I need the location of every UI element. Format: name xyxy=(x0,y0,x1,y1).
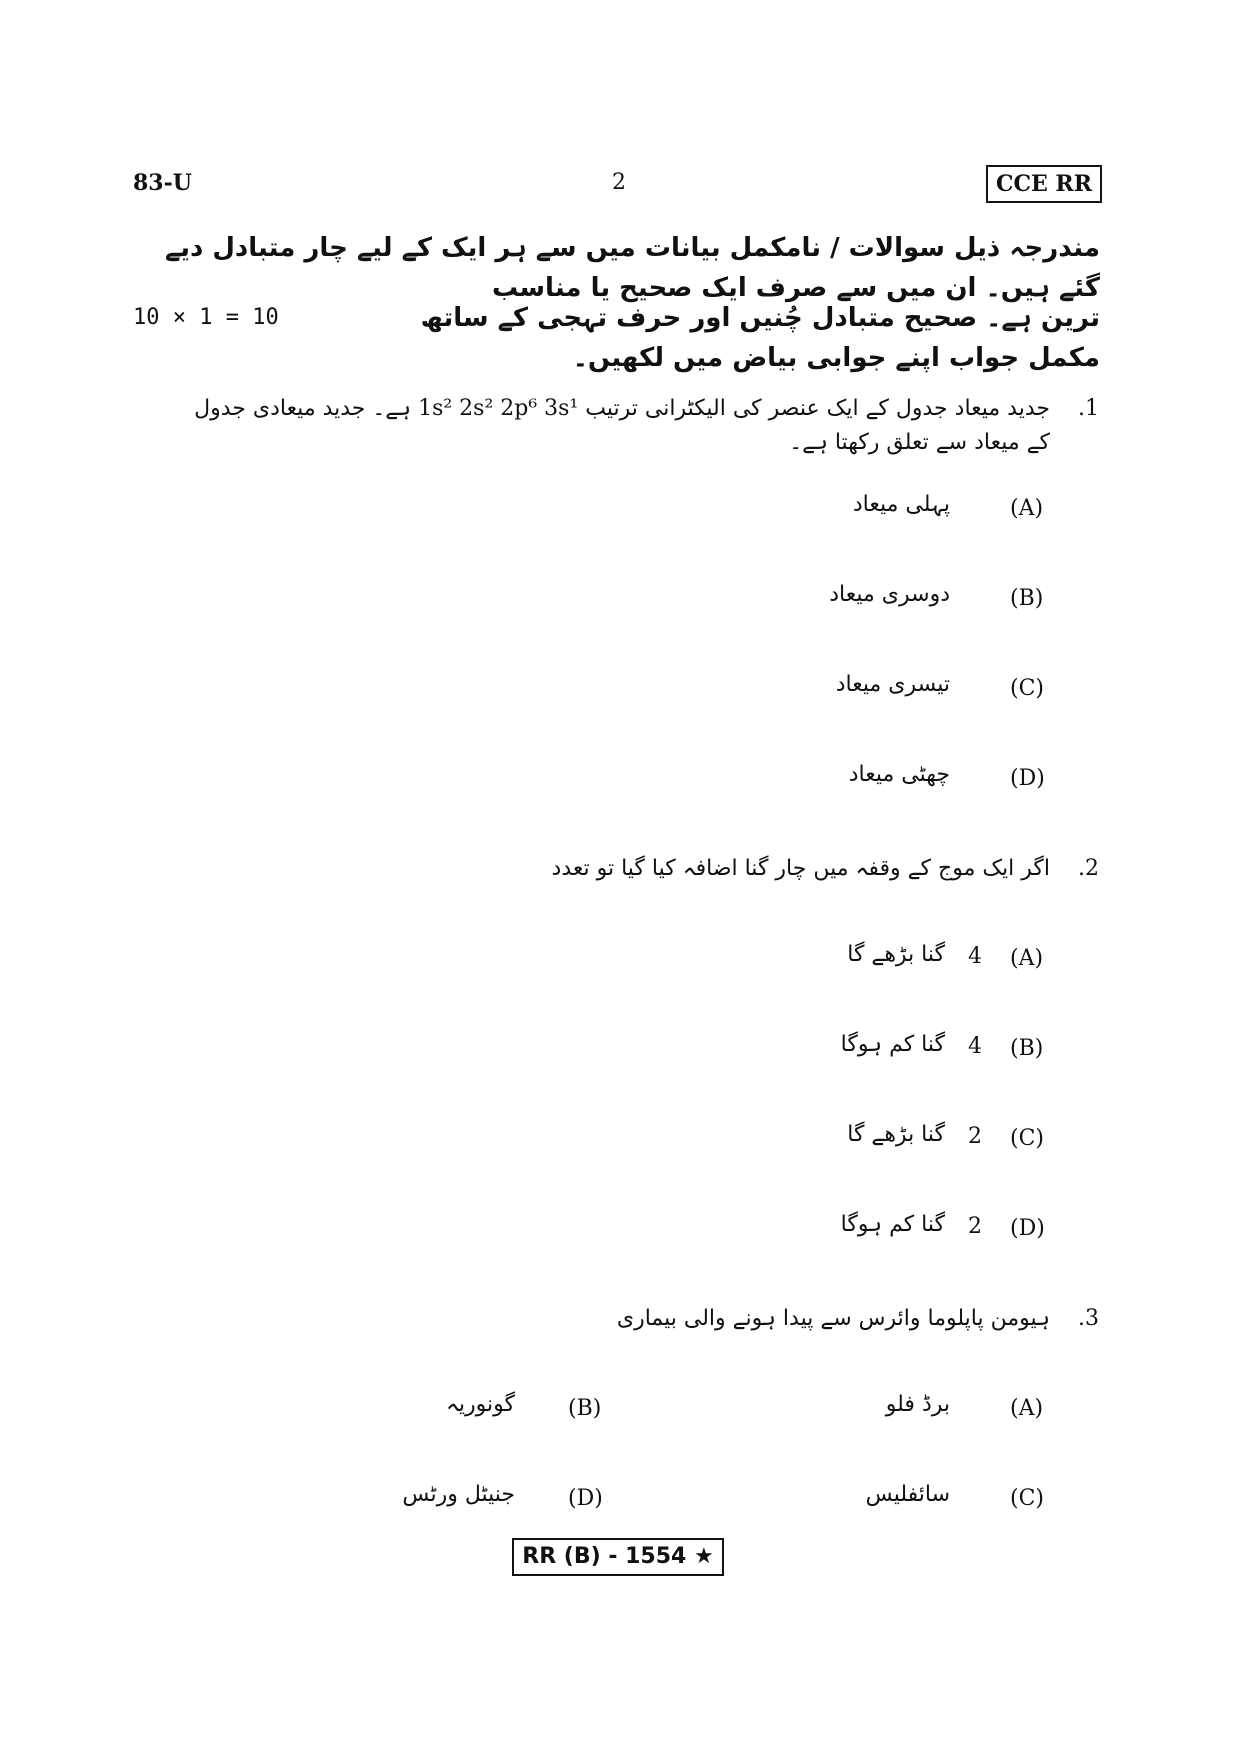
q3-option-b-text: گونوریہ xyxy=(446,1392,515,1417)
question-1-number: .1 xyxy=(1078,396,1099,421)
q3-option-c-letter: (C) xyxy=(1010,1486,1044,1511)
q2-option-d-letter: (D) xyxy=(1010,1216,1045,1241)
q2-option-b-letter: (B) xyxy=(1010,1036,1044,1061)
q1-option-c-text: تیسری میعاد xyxy=(835,672,950,697)
q1-option-b-letter: (B) xyxy=(1010,586,1044,611)
question-3-text: ہیومن پاپلوما وائرس سے پیدا ہونے والی بیماری xyxy=(616,1306,1050,1331)
q2-option-a-text: گنا بڑھے گا xyxy=(847,942,945,967)
question-1-text-after: ہے۔ جدید میعادی جدول کے میعاد سے تعلق رکھتا ہے۔ xyxy=(194,396,1050,455)
q2-option-d-number: 2 xyxy=(968,1214,982,1239)
question-1-text xyxy=(190,392,1050,460)
exam-box-label: CCE RR xyxy=(986,165,1102,203)
instructions-line-1: مندرجہ ذیل سوالات / نامکمل بیانات میں سے ہر ایک کے لیے چار متبادل دیے گئے ہیں۔ ان میں سے صرف ایک صحیح یا مناسب xyxy=(164,233,1100,303)
paper-code: 83-U xyxy=(133,170,192,196)
q3-option-a-letter: (A) xyxy=(1010,1396,1044,1421)
question-3-number: .3 xyxy=(1078,1306,1099,1331)
q1-option-c-letter: (C) xyxy=(1010,676,1044,701)
page-number: 2 xyxy=(612,170,626,195)
q2-option-d-text: گنا کم ہوگا xyxy=(840,1212,945,1237)
q3-option-d-text: جنیٹل ورٹس xyxy=(402,1482,515,1507)
q2-option-c-text: گنا بڑھے گا xyxy=(847,1122,945,1147)
q3-option-c-text: سائفلیس xyxy=(865,1482,950,1507)
q3-option-d-letter: (D) xyxy=(568,1486,603,1511)
marks-allocation: 10 × 1 = 10 xyxy=(133,305,279,330)
q1-option-d-letter: (D) xyxy=(1010,766,1045,791)
q2-option-a-number: 4 xyxy=(968,944,982,969)
q2-option-c-letter: (C) xyxy=(1010,1126,1044,1151)
q2-option-b-text: گنا کم ہوگا xyxy=(840,1032,945,1057)
q2-option-c-number: 2 xyxy=(968,1124,982,1149)
question-2-text: اگر ایک موج کے وقفہ میں چار گنا اضافہ کیا گیا تو تعدد xyxy=(551,856,1050,881)
instructions-line-2: ترین ہے۔ صحیح متبادل چُنیں اور حرف تہجی کے ساتھ مکمل جواب اپنے جوابی بیاض میں لکھیں۔ xyxy=(420,303,1100,373)
question-1-text-before: جدید میعاد جدول کے ایک عنصر کی الیکٹرانی ترتیب xyxy=(585,396,1050,421)
q2-option-b-number: 4 xyxy=(968,1034,982,1059)
q1-option-b-text: دوسری میعاد xyxy=(829,582,950,607)
q1-option-d-text: چھٹی میعاد xyxy=(848,762,950,787)
footer-code-box: RR (B) - 1554 ★ xyxy=(512,1538,724,1576)
q1-option-a-text: پہلی میعاد xyxy=(852,492,950,517)
question-2-number: .2 xyxy=(1078,856,1099,881)
electronic-configuration: 1s² 2s² 2p⁶ 3s¹ xyxy=(418,396,579,421)
q3-option-b-letter: (B) xyxy=(568,1396,602,1421)
q3-option-a-text: برڈ فلو xyxy=(885,1392,950,1417)
q2-option-a-letter: (A) xyxy=(1010,946,1044,971)
q1-option-a-letter: (A) xyxy=(1010,496,1044,521)
